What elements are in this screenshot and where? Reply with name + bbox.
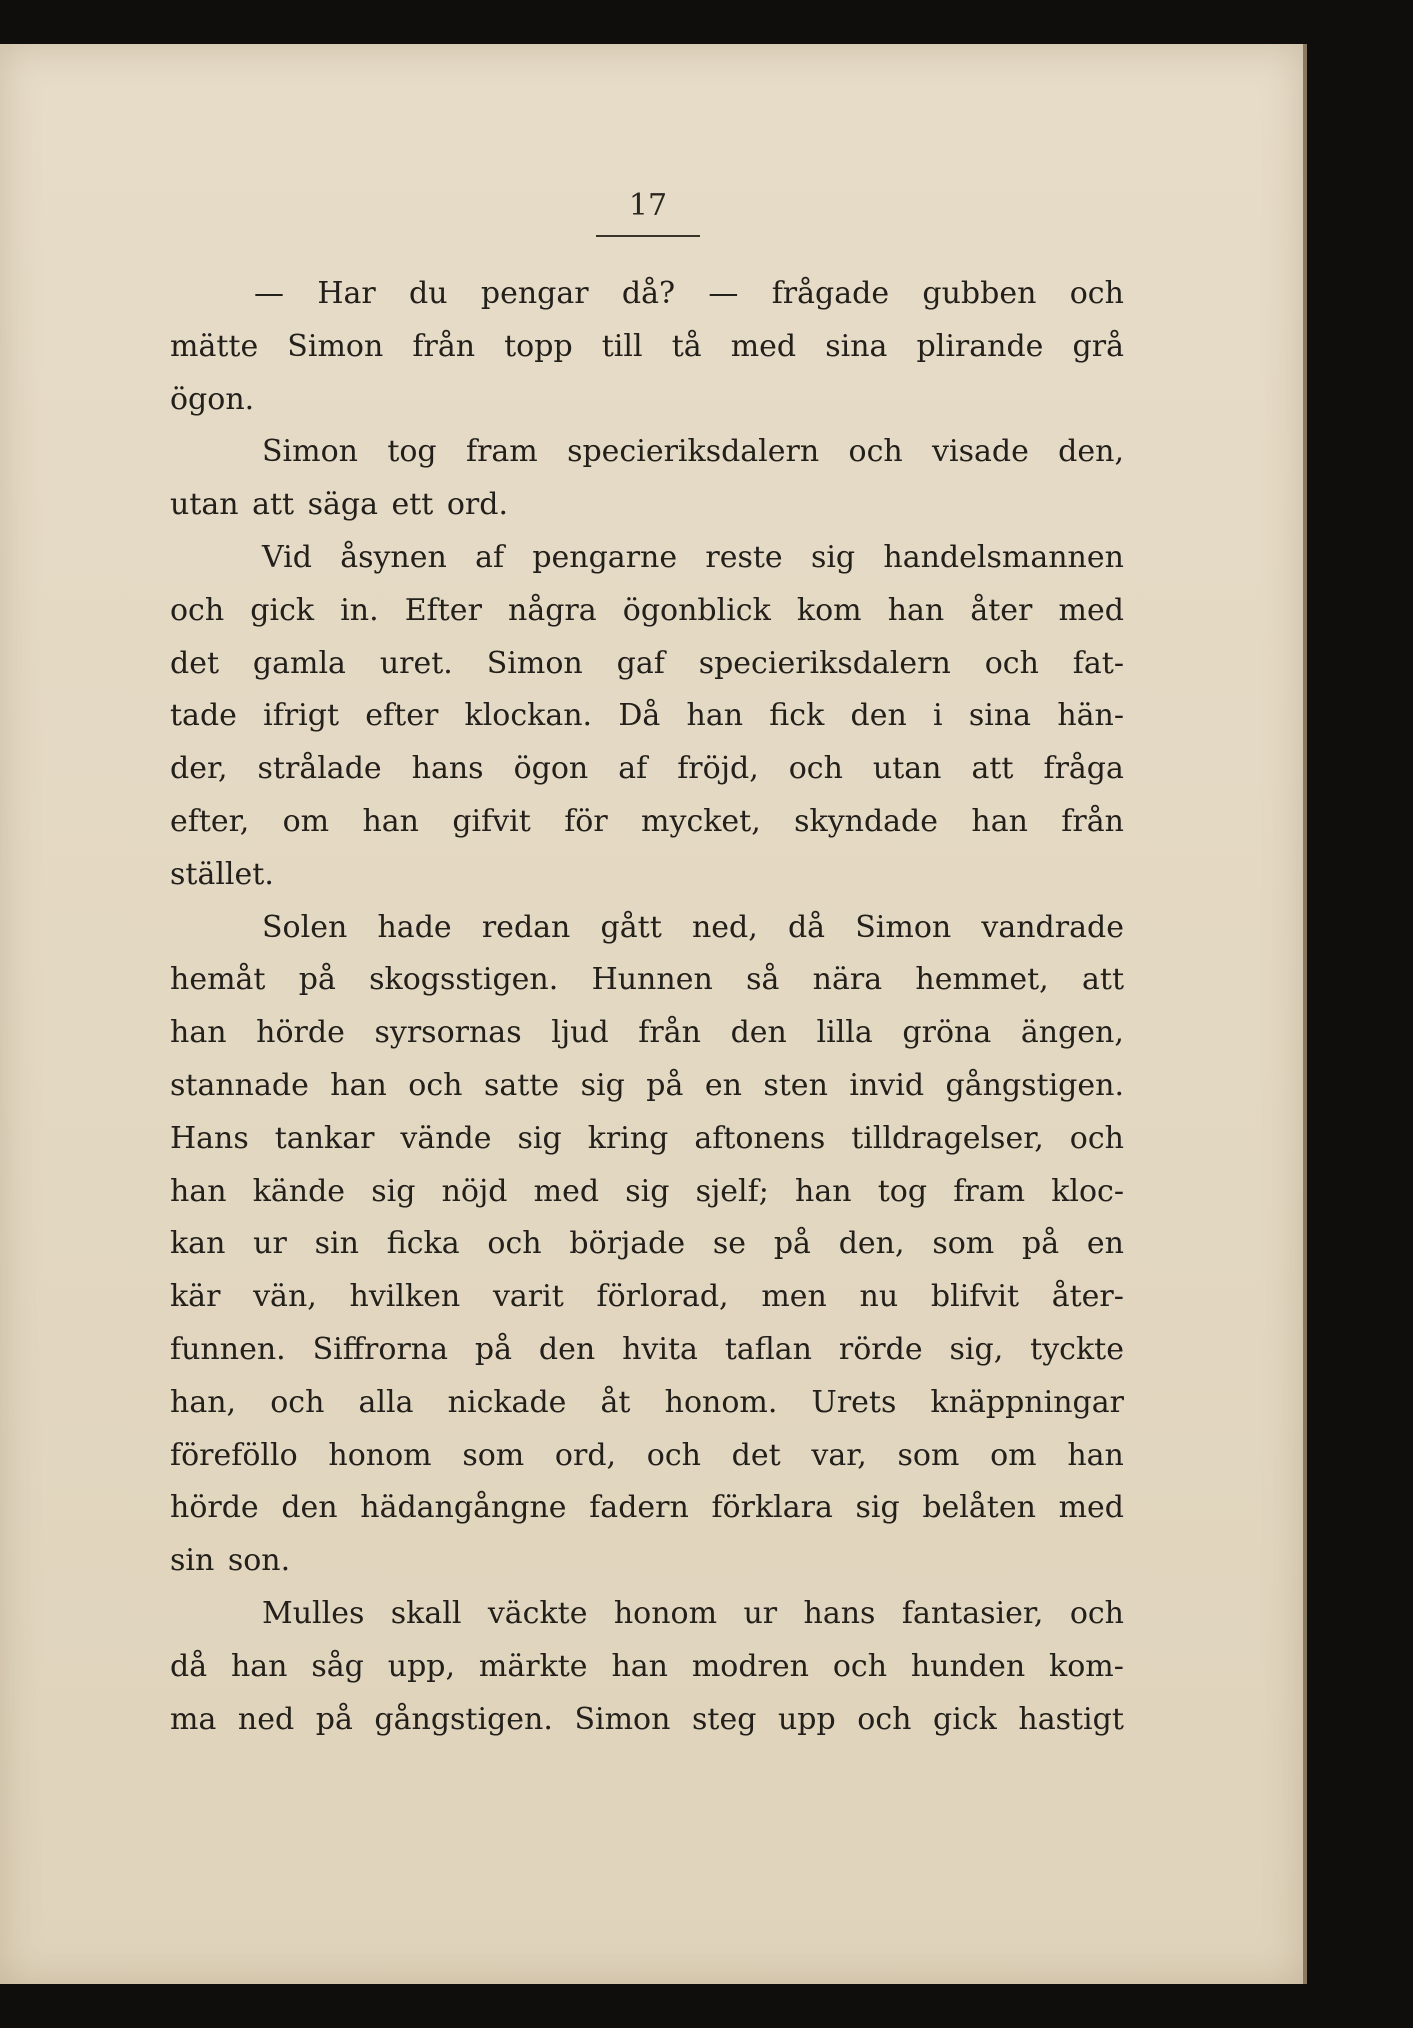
text-line: utan att säga ett ord. bbox=[170, 487, 508, 523]
page-number: 17 bbox=[628, 188, 668, 223]
text-line: stället. bbox=[170, 856, 274, 892]
text-line: Hans tankar vände sig kring aftonens tilldragelser, och bbox=[170, 1120, 1124, 1156]
text-line: hemåt på skogsstigen. Hunnen så nära hemmet, att bbox=[170, 962, 1124, 998]
text-line: — Har du pengar då? — frågade gubben och bbox=[254, 276, 1124, 311]
body-text bbox=[170, 268, 1124, 1746]
text-line: han kände sig nöjd med sig sjelf; han tog fram kloc- bbox=[170, 1173, 1124, 1209]
text-line: kär vän, hvilken varit förlorad, men nu blifvit åter- bbox=[170, 1279, 1124, 1315]
text-line: föreföllo honom som ord, och det var, som om han bbox=[170, 1437, 1124, 1473]
text-line: det gamla uret. Simon gaf specieriksdalern och fat- bbox=[170, 645, 1124, 681]
text-line: der, strålade hans ögon af fröjd, och utan att fråga bbox=[170, 751, 1124, 787]
page-edge bbox=[1303, 44, 1307, 1984]
text-line: hörde den hädangångne fadern förklara sig belåten med bbox=[170, 1490, 1124, 1526]
text-line: och gick in. Efter några ögonblick kom han åter med bbox=[170, 592, 1124, 628]
text-line: han hörde syrsornas ljud från den lilla gröna ängen, bbox=[170, 1015, 1124, 1051]
text-line: kan ur sin ficka och började se på den, som på en bbox=[170, 1226, 1124, 1262]
text-line: Solen hade redan gått ned, då Simon vandrade bbox=[262, 909, 1124, 945]
text-line: efter, om han gifvit för mycket, skyndade han från bbox=[170, 803, 1124, 839]
text-line: tade ifrigt efter klockan. Då han fick den i sina hän- bbox=[170, 698, 1124, 734]
text-line: sin son. bbox=[170, 1543, 291, 1579]
text-line: mätte Simon från topp till tå med sina plirande grå bbox=[170, 328, 1124, 364]
text-line: ma ned på gångstigen. Simon steg upp och gick hastigt bbox=[170, 1701, 1124, 1737]
text-line: Vid åsynen af pengarne reste sig handelsmannen bbox=[262, 539, 1124, 575]
text-line: då han såg upp, märkte han modren och hunden kom- bbox=[170, 1648, 1124, 1684]
text-line: Mulles skall väckte honom ur hans fantasier, och bbox=[262, 1595, 1124, 1631]
text-line: funnen. Siffrorna på den hvita taflan rörde sig, tyckte bbox=[170, 1331, 1124, 1367]
text-line: han, och alla nickade åt honom. Urets knäppningar bbox=[170, 1384, 1124, 1420]
text-line: ögon. bbox=[170, 381, 255, 417]
page-number-rule bbox=[596, 235, 700, 237]
text-line: stannade han och satte sig på en sten invid gångstigen. bbox=[170, 1067, 1124, 1103]
text-line: Simon tog fram specieriksdalern och visade den, bbox=[262, 434, 1124, 470]
